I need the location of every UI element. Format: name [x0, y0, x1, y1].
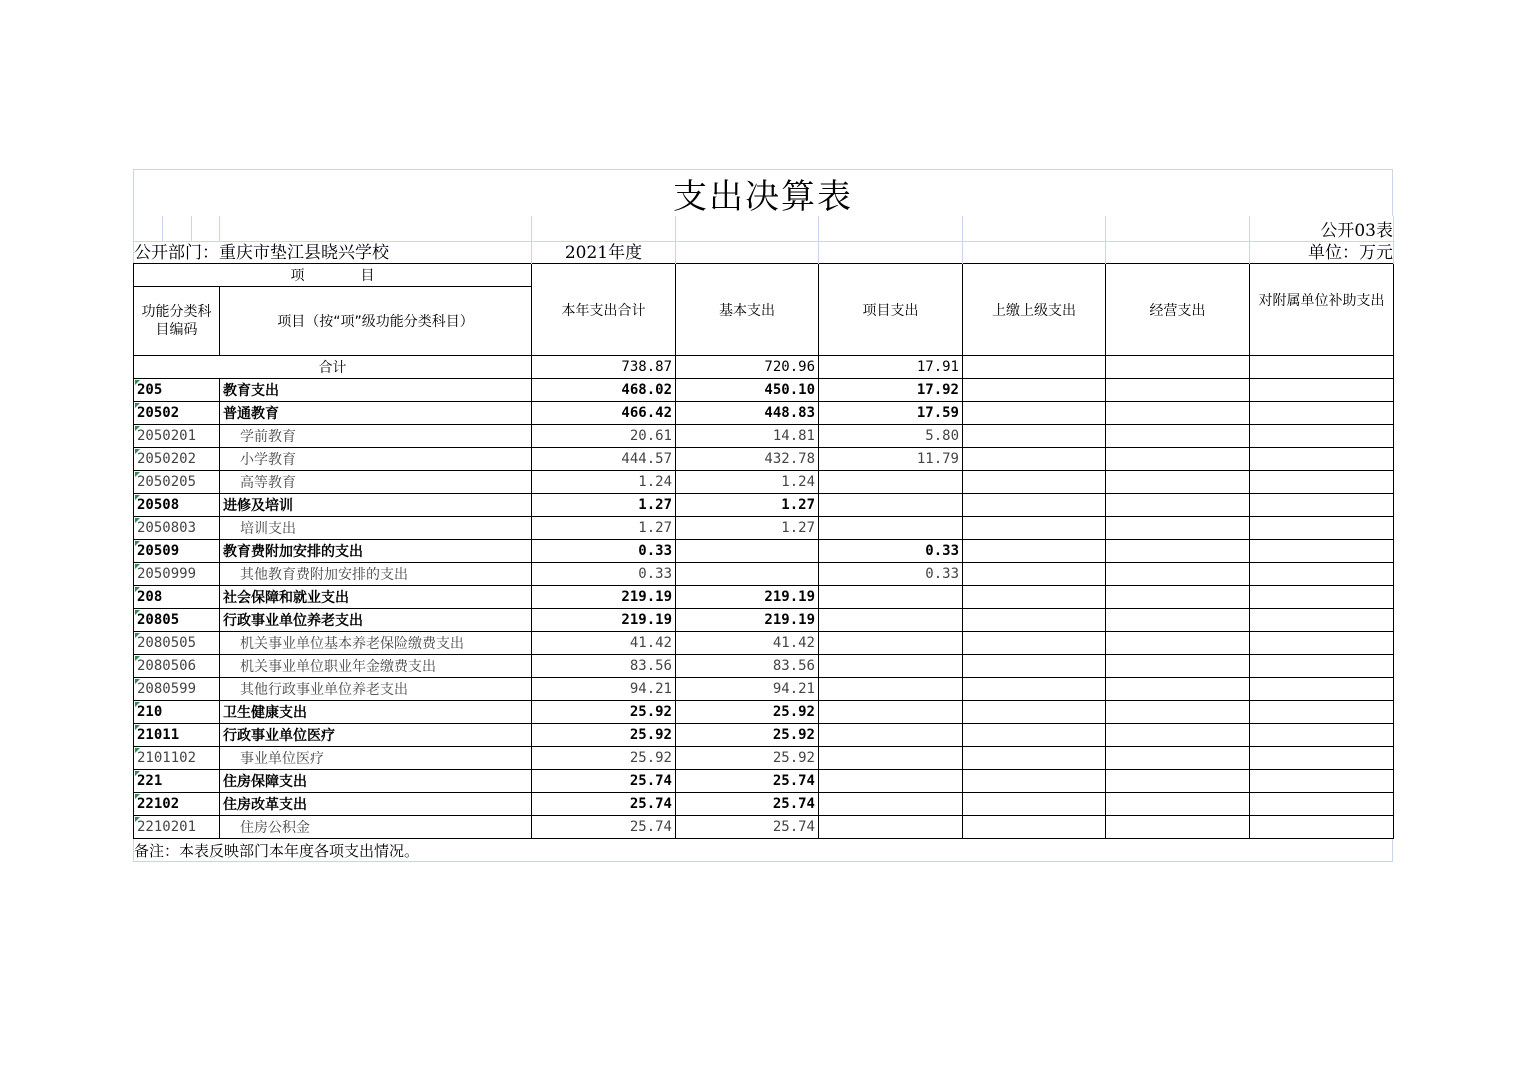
business-cell [1106, 494, 1250, 517]
total-cell: 1.27 [532, 494, 676, 517]
upper-cell [963, 517, 1106, 540]
basic-cell: 41.42 [676, 632, 819, 655]
name-cell: 事业单位医疗 [220, 747, 532, 770]
upper-cell [963, 609, 1106, 632]
business-cell [1106, 425, 1250, 448]
total-cell: 41.42 [532, 632, 676, 655]
upper-cell [963, 471, 1106, 494]
total-cell: 1.27 [532, 517, 676, 540]
upper-cell [963, 747, 1106, 770]
table-row [134, 517, 1394, 540]
basic-cell: 448.83 [676, 402, 819, 425]
expenditure-sheet [133, 169, 1393, 862]
table-row [134, 724, 1394, 747]
name-cell: 其他行政事业单位养老支出 [220, 678, 532, 701]
name-cell: 卫生健康支出 [220, 701, 532, 724]
name-cell: 其他教育费附加安排的支出 [220, 563, 532, 586]
name-cell: 社会保障和就业支出 [220, 586, 532, 609]
subsidy-cell [1250, 586, 1394, 609]
total-cell: 0.33 [532, 563, 676, 586]
header-upper: 上缴上级支出 [963, 264, 1106, 356]
table-row [134, 448, 1394, 471]
business-cell [1106, 448, 1250, 471]
business-cell [1106, 517, 1250, 540]
upper-cell [963, 816, 1106, 839]
subsidy-cell [1250, 494, 1394, 517]
upper-cell [963, 563, 1106, 586]
name-cell: 行政事业单位医疗 [220, 724, 532, 747]
code-cell: 20509 [134, 540, 220, 563]
code-cell: 20805 [134, 609, 220, 632]
upper-cell [963, 379, 1106, 402]
code-cell: 2101102 [134, 747, 220, 770]
subsidy-cell [1250, 816, 1394, 839]
name-cell: 机关事业单位基本养老保险缴费支出 [220, 632, 532, 655]
code-cell: 205 [134, 379, 220, 402]
table-row [134, 494, 1394, 517]
name-cell: 教育支出 [220, 379, 532, 402]
info-row [133, 239, 1393, 263]
table-row [134, 770, 1394, 793]
basic-cell: 94.21 [676, 678, 819, 701]
project-cell [819, 701, 963, 724]
project-cell [819, 586, 963, 609]
subsidy-cell [1250, 540, 1394, 563]
total-cell: 1.24 [532, 471, 676, 494]
table-row [134, 747, 1394, 770]
header-project: 项目支出 [819, 264, 963, 356]
basic-cell: 83.56 [676, 655, 819, 678]
basic-cell [676, 540, 819, 563]
subsidy-cell [1250, 655, 1394, 678]
project-cell: 5.80 [819, 425, 963, 448]
basic-cell: 25.74 [676, 770, 819, 793]
name-cell: 住房保障支出 [220, 770, 532, 793]
code-cell: 2080599 [134, 678, 220, 701]
upper-cell [963, 770, 1106, 793]
total-cell: 83.56 [532, 655, 676, 678]
project-cell [819, 793, 963, 816]
total-cell: 94.21 [532, 678, 676, 701]
header-name: 项目（按“项”级功能分类科目） [220, 287, 532, 356]
name-cell: 机关事业单位职业年金缴费支出 [220, 655, 532, 678]
upper-cell [963, 793, 1106, 816]
blank-grid-row [133, 216, 1393, 239]
total-label: 合计 [134, 356, 532, 379]
code-cell: 2210201 [134, 816, 220, 839]
total-row [134, 356, 1394, 379]
subsidy-cell [1250, 609, 1394, 632]
business-cell [1106, 701, 1250, 724]
header-subsidy: 对附属单位补助支出 [1250, 264, 1394, 356]
total-project-cell: 17.91 [819, 356, 963, 379]
note-text: 备注：本表反映部门本年度各项支出情况。 [134, 841, 420, 860]
table-row [134, 402, 1394, 425]
business-cell [1106, 678, 1250, 701]
name-cell: 高等教育 [220, 471, 532, 494]
department-label: 公开部门：重庆市垫江县晓兴学校 [134, 243, 389, 263]
business-cell [1106, 816, 1250, 839]
project-cell: 17.59 [819, 402, 963, 425]
project-cell [819, 655, 963, 678]
footnote [133, 839, 1393, 862]
subsidy-cell [1250, 471, 1394, 494]
name-cell: 教育费附加安排的支出 [220, 540, 532, 563]
name-cell: 住房改革支出 [220, 793, 532, 816]
upper-cell [963, 540, 1106, 563]
code-cell: 20502 [134, 402, 220, 425]
table-row [134, 471, 1394, 494]
total-cell: 468.02 [532, 379, 676, 402]
project-cell [819, 471, 963, 494]
header-business: 经营支出 [1106, 264, 1250, 356]
project-cell: 17.92 [819, 379, 963, 402]
subsidy-cell [1250, 517, 1394, 540]
project-cell: 0.33 [819, 563, 963, 586]
business-cell [1106, 655, 1250, 678]
table-row [134, 632, 1394, 655]
table-tag: 公开03表 [1320, 221, 1393, 241]
total-cell: 0.33 [532, 540, 676, 563]
upper-cell [963, 678, 1106, 701]
project-cell: 0.33 [819, 540, 963, 563]
total-business-cell [1106, 356, 1250, 379]
total-cell: 219.19 [532, 609, 676, 632]
total-cell: 444.57 [532, 448, 676, 471]
total-basic-cell: 720.96 [676, 356, 819, 379]
table-row [134, 425, 1394, 448]
business-cell [1106, 724, 1250, 747]
project-cell [819, 770, 963, 793]
total-cell: 25.74 [532, 793, 676, 816]
upper-cell [963, 448, 1106, 471]
upper-cell [963, 632, 1106, 655]
basic-cell: 25.74 [676, 816, 819, 839]
name-cell: 住房公积金 [220, 816, 532, 839]
code-cell: 208 [134, 586, 220, 609]
table-row [134, 701, 1394, 724]
basic-cell: 25.74 [676, 793, 819, 816]
basic-cell: 219.19 [676, 586, 819, 609]
title-row [133, 169, 1393, 216]
upper-cell [963, 586, 1106, 609]
total-cell: 466.42 [532, 402, 676, 425]
basic-cell: 25.92 [676, 747, 819, 770]
code-cell: 210 [134, 701, 220, 724]
basic-cell [676, 563, 819, 586]
project-cell [819, 724, 963, 747]
table-row [134, 563, 1394, 586]
project-cell [819, 517, 963, 540]
business-cell [1106, 586, 1250, 609]
header-total: 本年支出合计 [532, 264, 676, 356]
business-cell [1106, 471, 1250, 494]
subsidy-cell [1250, 402, 1394, 425]
table-row [134, 678, 1394, 701]
basic-cell: 450.10 [676, 379, 819, 402]
table-row [134, 586, 1394, 609]
table-row [134, 793, 1394, 816]
upper-cell [963, 655, 1106, 678]
total-cell: 25.74 [532, 770, 676, 793]
header-basic: 基本支出 [676, 264, 819, 356]
business-cell [1106, 609, 1250, 632]
subsidy-cell [1250, 448, 1394, 471]
total-cell: 25.92 [532, 747, 676, 770]
code-cell: 20508 [134, 494, 220, 517]
table-row [134, 379, 1394, 402]
project-cell [819, 609, 963, 632]
project-cell [819, 816, 963, 839]
subsidy-cell [1250, 632, 1394, 655]
basic-cell: 219.19 [676, 609, 819, 632]
total-subsidy-cell [1250, 356, 1394, 379]
business-cell [1106, 747, 1250, 770]
page-title: 支出决算表 [673, 176, 853, 217]
subsidy-cell [1250, 770, 1394, 793]
business-cell [1106, 793, 1250, 816]
table-row [134, 540, 1394, 563]
code-cell: 2080505 [134, 632, 220, 655]
code-cell: 2050202 [134, 448, 220, 471]
business-cell [1106, 540, 1250, 563]
subsidy-cell [1250, 425, 1394, 448]
code-cell: 2050999 [134, 563, 220, 586]
name-cell: 普通教育 [220, 402, 532, 425]
basic-cell: 25.92 [676, 724, 819, 747]
basic-cell: 25.92 [676, 701, 819, 724]
basic-cell: 432.78 [676, 448, 819, 471]
subsidy-cell [1250, 563, 1394, 586]
subsidy-cell [1250, 678, 1394, 701]
header-code: 功能分类科目编码 [134, 287, 220, 356]
code-cell: 2050201 [134, 425, 220, 448]
code-cell: 21011 [134, 724, 220, 747]
subsidy-cell [1250, 793, 1394, 816]
basic-cell: 1.27 [676, 517, 819, 540]
table-row [134, 609, 1394, 632]
project-cell [819, 747, 963, 770]
total-cell: 25.92 [532, 701, 676, 724]
total-cell: 25.92 [532, 724, 676, 747]
business-cell [1106, 770, 1250, 793]
basic-cell: 1.27 [676, 494, 819, 517]
code-cell: 22102 [134, 793, 220, 816]
code-cell: 2050205 [134, 471, 220, 494]
business-cell [1106, 379, 1250, 402]
project-cell [819, 632, 963, 655]
name-cell: 行政事业单位养老支出 [220, 609, 532, 632]
upper-cell [963, 425, 1106, 448]
business-cell [1106, 563, 1250, 586]
subsidy-cell [1250, 701, 1394, 724]
project-cell: 11.79 [819, 448, 963, 471]
basic-cell: 14.81 [676, 425, 819, 448]
upper-cell [963, 402, 1106, 425]
name-cell: 进修及培训 [220, 494, 532, 517]
business-cell [1106, 632, 1250, 655]
header-item-group: 项 目 [134, 264, 532, 287]
year-label: 2021年度 [564, 243, 643, 263]
subsidy-cell [1250, 724, 1394, 747]
unit-label: 单位：万元 [1308, 243, 1393, 263]
upper-cell [963, 724, 1106, 747]
total-upper-cell [963, 356, 1106, 379]
table-row [134, 816, 1394, 839]
code-cell: 2050803 [134, 517, 220, 540]
total-cell: 25.74 [532, 816, 676, 839]
code-cell: 221 [134, 770, 220, 793]
code-cell: 2080506 [134, 655, 220, 678]
expenditure-table [133, 263, 1394, 839]
project-cell [819, 494, 963, 517]
total-cell: 738.87 [532, 356, 676, 379]
subsidy-cell [1250, 747, 1394, 770]
basic-cell: 1.24 [676, 471, 819, 494]
upper-cell [963, 701, 1106, 724]
name-cell: 学前教育 [220, 425, 532, 448]
subsidy-cell [1250, 379, 1394, 402]
name-cell: 培训支出 [220, 517, 532, 540]
table-row [134, 655, 1394, 678]
total-cell: 219.19 [532, 586, 676, 609]
name-cell: 小学教育 [220, 448, 532, 471]
total-cell: 20.61 [532, 425, 676, 448]
business-cell [1106, 402, 1250, 425]
upper-cell [963, 494, 1106, 517]
project-cell [819, 678, 963, 701]
